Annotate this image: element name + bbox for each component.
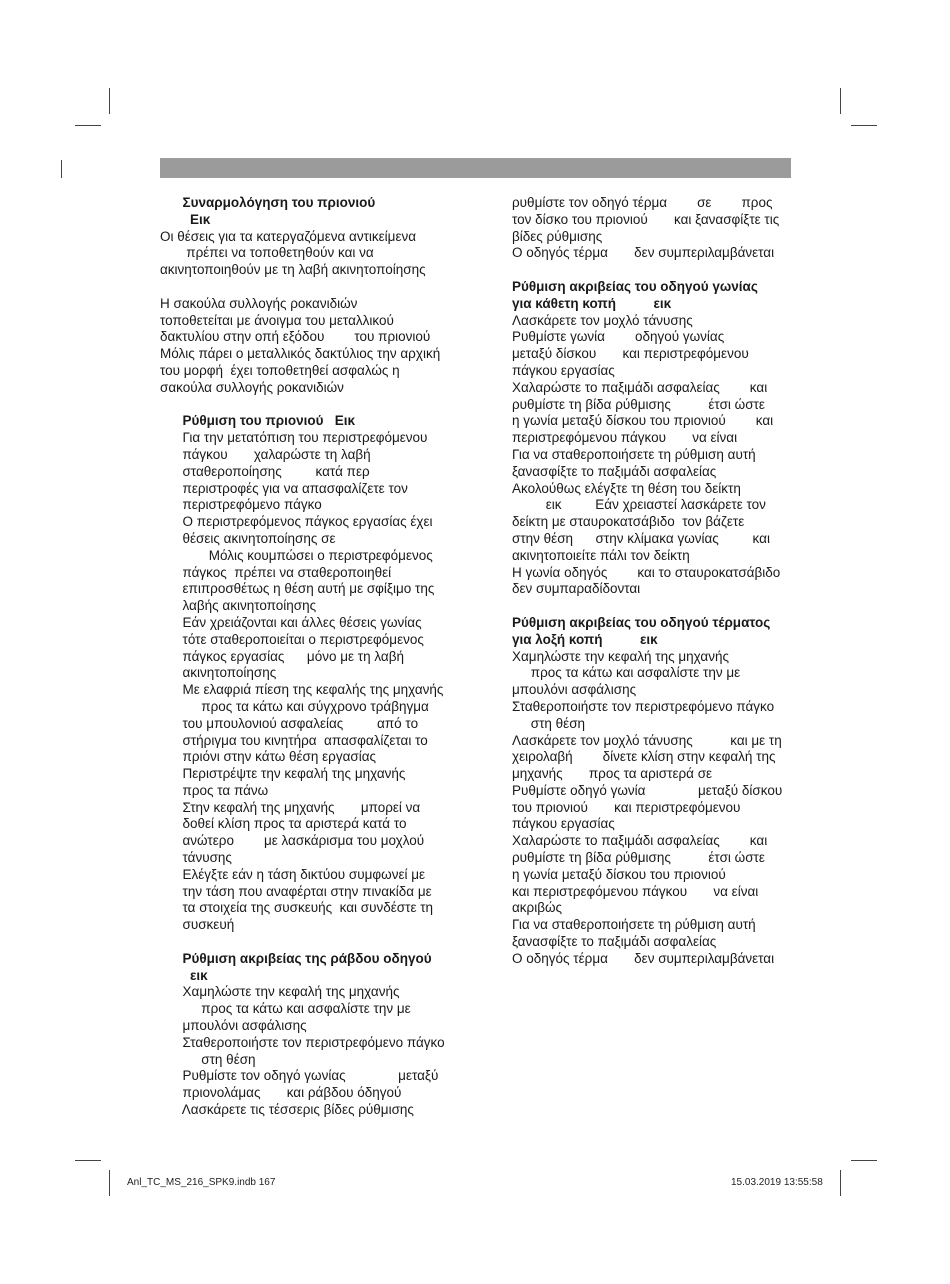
crop-mark: [75, 1160, 101, 1161]
crop-mark: [851, 125, 877, 126]
text-line: μεταξύ δίσκου και περιστρεφόμενου: [512, 346, 749, 362]
text-line: Λασκάρετε τον μοχλό τάνυσης και με τη: [512, 732, 782, 748]
text-line: Χαλαρώστε το παξιμάδι ασφαλείας και: [512, 379, 768, 395]
text-line: περιστρεφόμενου πάγκου να είναι: [512, 430, 738, 446]
text-line: του πριονιού και περιστρεφόμενου: [512, 799, 741, 815]
text-line: προς τα κάτω και σύγχρονο τράβηγμα: [160, 698, 429, 714]
crop-mark: [109, 88, 110, 114]
crop-mark: [75, 125, 101, 126]
text-line: ακριβώς: [512, 900, 563, 916]
text-line: την τάση που αναφέρται στην πινακίδα με: [160, 883, 432, 899]
text-line: τα στοιχεία της συσκευής και συνδέστε τη: [160, 900, 434, 916]
text-line: στην θέση στην κλίμακα γωνίας και: [512, 530, 770, 546]
section-heading-line: εικ: [160, 967, 208, 983]
text-line: ανώτερο με λασκάρισμα του μοχλού: [160, 833, 425, 849]
text-line: [512, 598, 792, 615]
text-line: Σταθεροποιήστε τον περιστρεφόμενο πάγκο: [512, 698, 775, 714]
text-line: ρυθμίστε τον οδηγό τέρμα σε προς: [512, 195, 773, 210]
crop-mark: [840, 1170, 841, 1196]
text-line: [512, 262, 792, 279]
footer-file-label: Anl_TC_MS_216_SPK9.indb 167: [127, 1177, 276, 1188]
text-line: δακτυλίου στην οπή εξόδου του πριονιού: [160, 329, 431, 345]
text-line: περιστρεφόμενο πάγκο: [160, 497, 322, 513]
text-line: πάγκου χαλαρώστε τη λαβή: [160, 446, 371, 462]
text-line: του μπουλονιού ασφαλείας από το: [160, 715, 419, 731]
text-line: Χαλαρώστε το παξιμάδι ασφαλείας και: [512, 833, 768, 849]
text-line: Χαμηλώστε την κεφαλή της μηχανής: [160, 984, 400, 1000]
crop-mark: [851, 1160, 877, 1161]
text-line: στη θέση: [512, 715, 586, 731]
text-line: Περιστρέψτε την κεφαλή της μηχανής: [160, 766, 406, 782]
text-line: Η σακούλα συλλογής ροκανιδιών: [160, 295, 358, 311]
text-line: ρυθμίστε τη βίδα ρύθμισης έτσι ώστε: [512, 850, 765, 866]
text-line: Ο οδηγός τέρμα δεν συμπεριλαμβάνεται: [512, 245, 775, 261]
text-line: επιπροσθέτως η θέση αυτή με σφίξιμο της: [160, 581, 435, 597]
text-line: ρυθμίστε τη βίδα ρύθμισης έτσι ώστε: [512, 396, 765, 412]
text-line: Ρυθμίστε τον οδηγό γωνίας μεταξύ: [160, 1068, 439, 1084]
section-heading-line: για κάθετη κοπή εικ: [512, 295, 672, 311]
text-line: προς τα πάνω: [160, 782, 269, 798]
text-line: Στην κεφαλή της μηχανής μπορεί να: [160, 799, 421, 815]
text-line: περιστροφές για να απασφαλίζετε τον: [160, 480, 408, 496]
text-line: Εάν χρειάζονται και άλλες θέσεις γωνίας: [160, 614, 422, 630]
section-heading-line: Ρύθμιση ακριβείας της ράβδου οδηγού: [160, 950, 432, 966]
text-line: λαβής ακινητοποίησης: [160, 598, 317, 614]
text-line: [160, 279, 475, 296]
text-line: [160, 397, 475, 414]
section-heading-line: Εικ: [160, 211, 211, 227]
text-line: σακούλα συλλογής ροκανιδιών: [160, 379, 344, 395]
text-line: προς τα κάτω και ασφαλίστε την με: [160, 1001, 411, 1017]
left-column: [160, 195, 475, 1119]
text-line: μηχανής προς τα αριστερά σε: [512, 766, 713, 782]
text-line: Χαμηλώστε την κεφαλή της μηχανής: [512, 648, 729, 664]
crop-mark: [61, 160, 62, 178]
text-line: Με ελαφριά πίεση της κεφαλής της μηχανής: [160, 682, 444, 698]
text-line: Οι θέσεις για τα κατεργαζόμενα αντικείμενα: [160, 228, 417, 244]
text-line: πριονολάμας και ράβδου όδηγού: [160, 1085, 402, 1101]
text-line: στη θέση: [160, 1051, 256, 1067]
text-line: ακινητοποίησης: [160, 665, 277, 681]
text-line: πάγκος πρέπει να σταθεροποιηθεί: [160, 564, 392, 580]
text-line: τάνυσης: [160, 850, 232, 866]
text-line: Λασκάρετε τον μοχλό τάνυσης: [512, 312, 693, 328]
crop-mark: [109, 1170, 110, 1196]
text-line: δοθεί κλίση προς τα αριστερά κατά το: [160, 816, 407, 832]
section-heading-line: Συναρμολόγηση του πριονιού: [160, 195, 376, 210]
text-line: τότε σταθεροποιείται ο περιστρεφόμενος: [160, 631, 424, 647]
text-line: τοποθετείται με άνοιγμα του μεταλλικού: [160, 312, 394, 328]
section-heading-line: Ρύθμιση ακριβείας του οδηγού γωνίας: [512, 278, 758, 294]
text-line: Ακολούθως ελέγξτε τη θέση του δείκτη: [512, 480, 741, 496]
text-line: χειρολαβή δίνετε κλίση στην κεφαλή της: [512, 749, 776, 765]
text-line: Για να σταθεροποιήσετε τη ρύθμιση αυτή: [512, 917, 756, 933]
right-column: [512, 195, 792, 968]
footer-timestamp: 15.03.2019 13:55:58: [731, 1177, 823, 1188]
section-heading-line: για λοξή κοπή εικ: [512, 631, 658, 647]
text-line: ξανασφίξτε το παξιμάδι ασφαλείας: [512, 934, 717, 950]
section-heading-line: Ρύθμιση του πριονιού Εικ: [160, 413, 355, 429]
text-line: βίδες ρύθμισης: [512, 228, 603, 244]
text-line: ακινητοποιείτε πάλι τον δείκτη: [512, 547, 690, 563]
text-line: πριόνι στην κάτω θέση εργασίας: [160, 749, 377, 765]
text-line: συσκευή: [160, 917, 235, 933]
text-line: ξανασφίξτε το παξιμάδι ασφαλείας: [512, 463, 717, 479]
text-line: δείκτη με σταυροκατσάβιδο τον βάζετε: [512, 514, 745, 530]
text-line: Η γωνία οδηγός και το σταυροκατσάβιδο: [512, 564, 781, 580]
text-line: τον δίσκο του πριονιού και ξανασφίξτε τις: [512, 211, 780, 227]
text-line: μπουλόνι ασφάλισης: [512, 682, 637, 698]
text-line: Ρυθμίστε οδηγό γωνία μεταξύ δίσκου: [512, 782, 783, 798]
text-line: Για να σταθεροποιήσετε τη ρύθμιση αυτή: [512, 446, 756, 462]
text-line: πρέπει να τοποθετηθούν και να: [160, 245, 374, 261]
header-bar: [160, 158, 791, 178]
text-line: πάγκου εργασίας: [512, 362, 615, 378]
text-line: μπουλόνι ασφάλισης: [160, 1018, 307, 1034]
text-line: του μορφή έχει τοποθετηθεί ασφαλώς η: [160, 362, 400, 378]
text-line: η γωνία μεταξύ δίσκου του πριονιού: [512, 866, 726, 882]
text-line: Ελέγξτε εάν η τάση δικτύου συμφωνεί με: [160, 866, 426, 882]
text-line: Λασκάρετε τις τέσσερις βίδες ρύθμισης: [160, 1102, 414, 1118]
text-line: Μόλις κουμπώσει ο περιστρεφόμενος: [160, 547, 433, 563]
text-line: προς τα κάτω και ασφαλίστε την με: [512, 665, 741, 681]
text-line: [160, 934, 475, 951]
text-line: Ο οδηγός τέρμα δεν συμπεριλαμβάνεται: [512, 950, 775, 966]
text-line: Μόλις πάρει ο μεταλλικός δακτύλιος την αρχική: [160, 346, 441, 362]
text-line: Ρυθμίστε γωνία οδηγού γωνίας: [512, 329, 725, 345]
text-line: Ο περιστρεφόμενος πάγκος εργασίας έχει: [160, 514, 433, 530]
text-line: πάγκος εργασίας μόνο με τη λαβή: [160, 648, 404, 664]
crop-mark: [840, 88, 841, 114]
text-line: θέσεις ακινητοποίησης σε: [160, 530, 336, 546]
text-line: στήριγμα του κινητήρα απασφαλίζεται το: [160, 732, 428, 748]
text-line: Σταθεροποιήστε τον περιστρεφόμενο πάγκο: [160, 1034, 445, 1050]
text-line: η γωνία μεταξύ δίσκου του πριονιού και: [512, 413, 774, 429]
section-heading-line: Ρύθμιση ακριβείας του οδηγού τέρματος: [512, 614, 771, 630]
text-line: σταθεροποίησης κατά περ: [160, 463, 370, 479]
text-line: και περιστρεφόμενου πάγκου να είναι: [512, 883, 759, 899]
text-line: πάγκου εργασίας: [512, 816, 615, 832]
text-line: εικ Εάν χρειαστεί λασκάρετε τον: [512, 497, 766, 513]
text-line: ακινητοποιηθούν με τη λαβή ακινητοποίησης: [160, 262, 426, 278]
text-line: Για την μετατόπιση του περιστρεφόμενου: [160, 430, 428, 446]
text-line: δεν συμπαραδίδονται: [512, 581, 641, 597]
